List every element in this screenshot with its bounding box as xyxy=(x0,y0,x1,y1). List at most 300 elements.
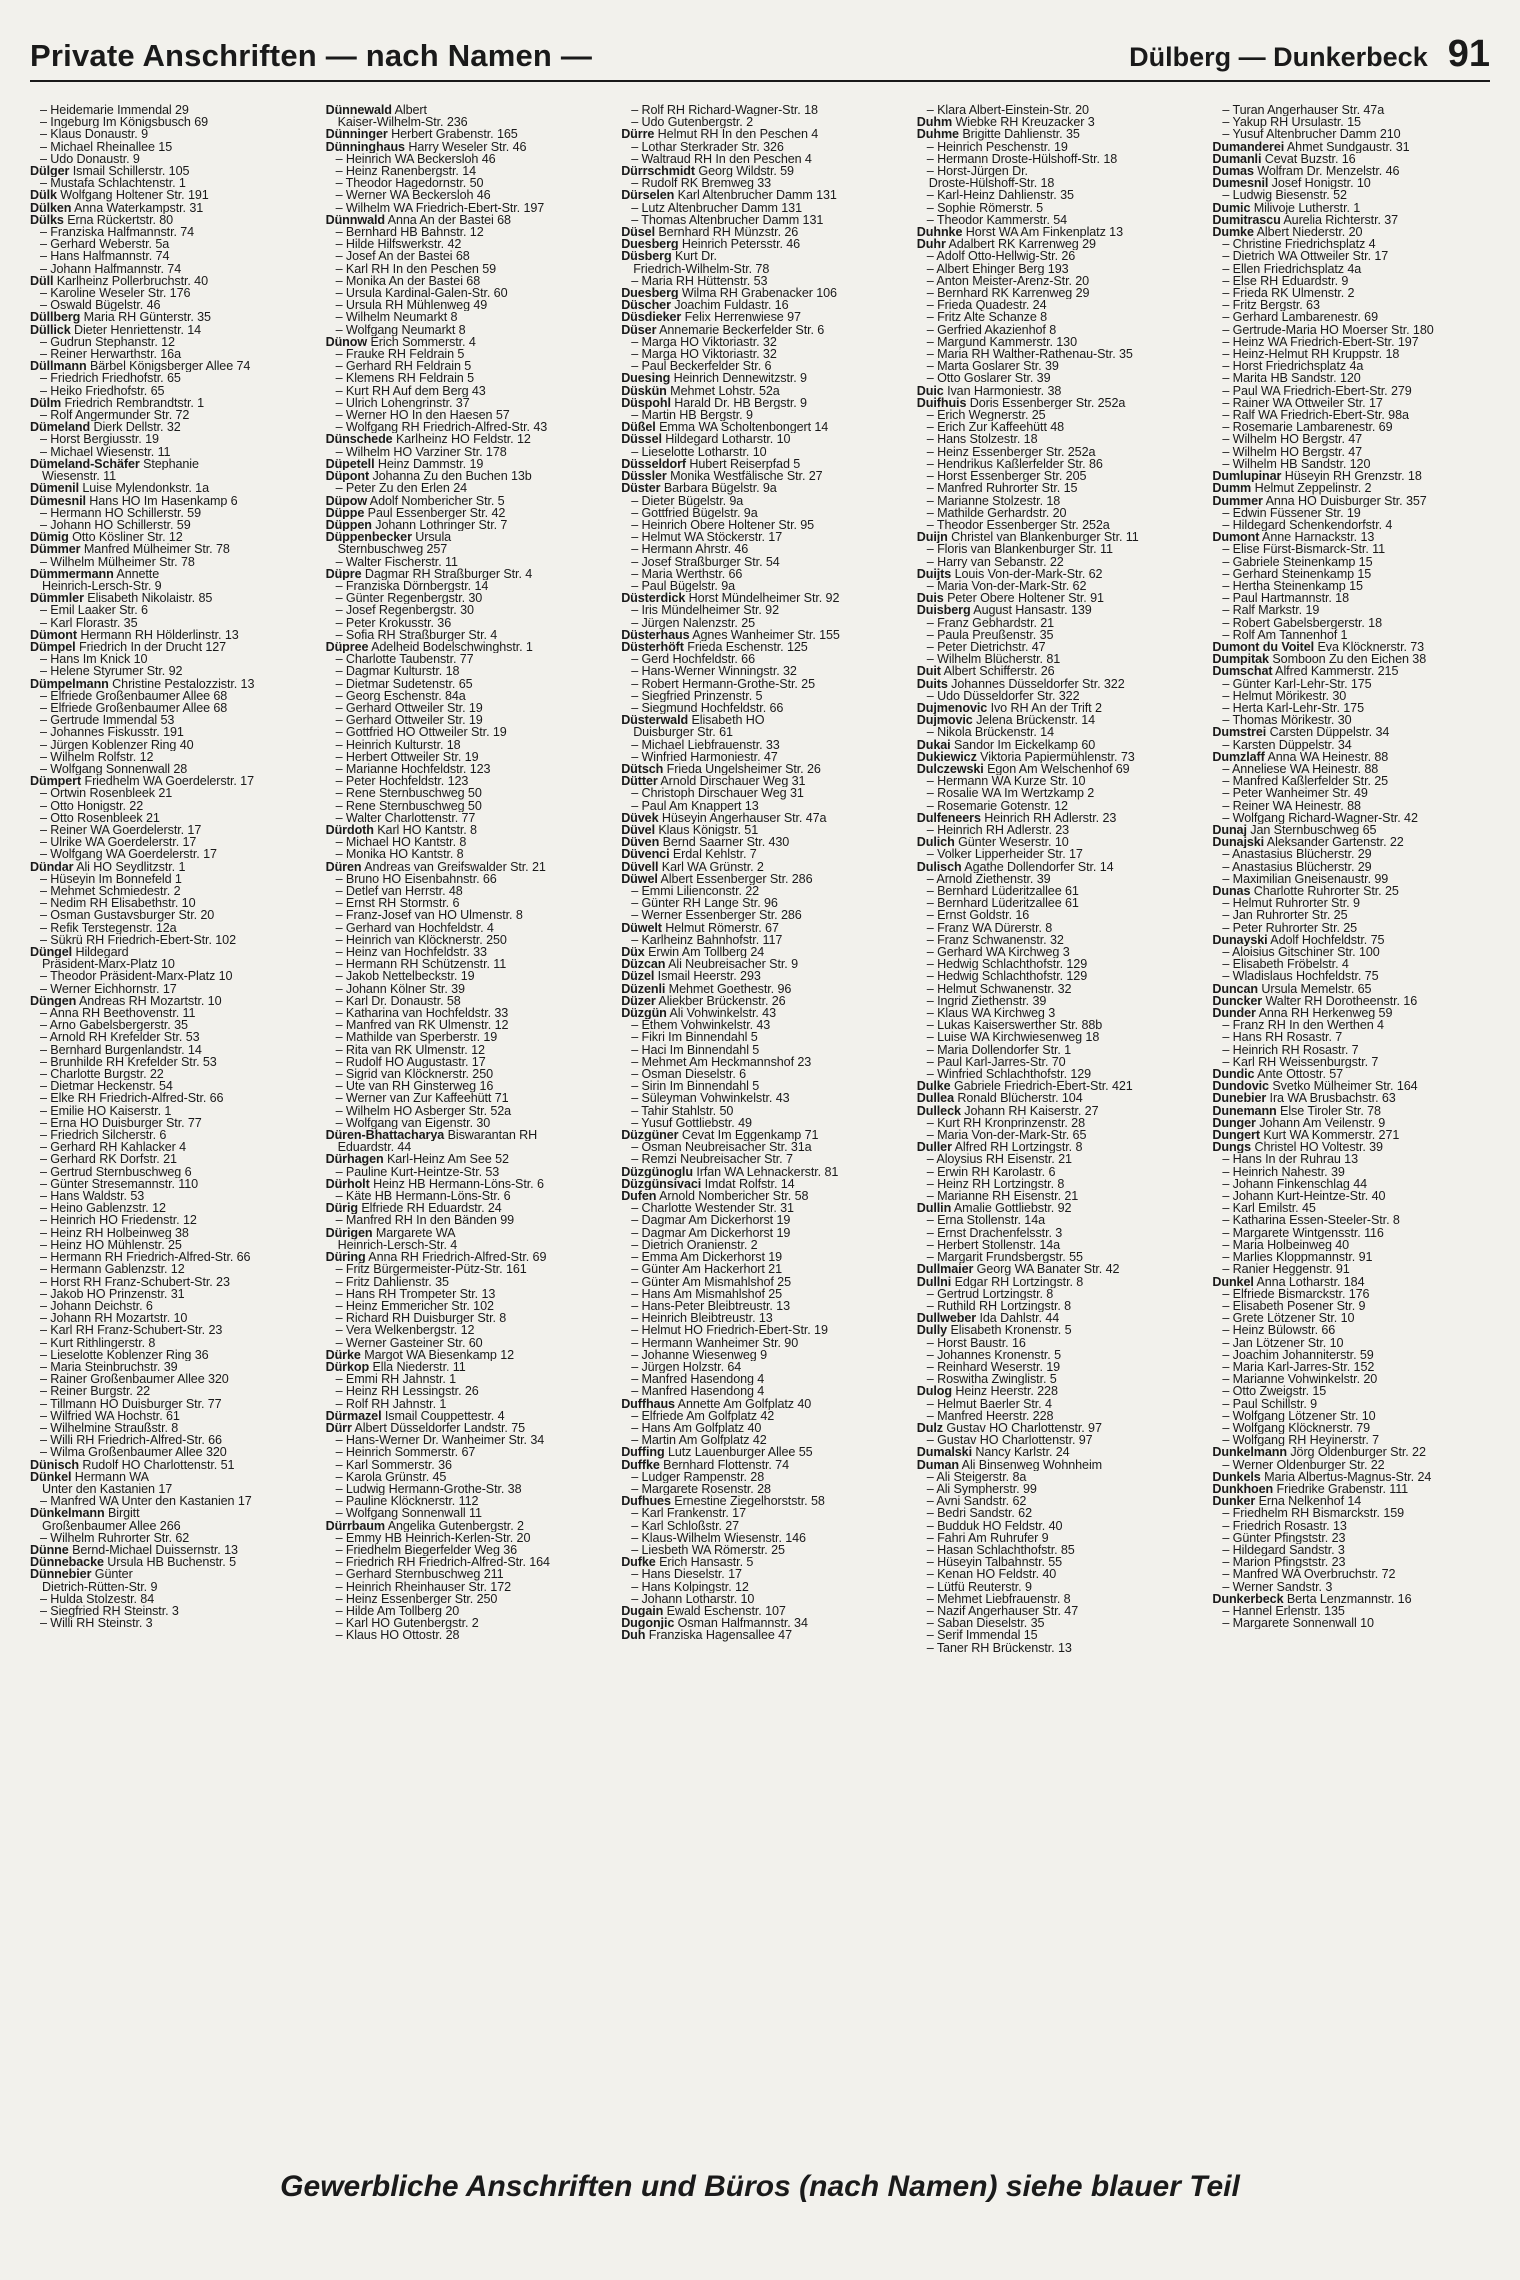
listing-subentry: – Karoline Weseler Str. 176 xyxy=(40,287,191,300)
listing-subentry: – Sükrü RH Friedrich-Ebert-Str. 102 xyxy=(40,933,236,947)
family-name: Dülm xyxy=(30,396,62,410)
family-name: Dunebier xyxy=(1212,1092,1267,1105)
family-name: Dümig xyxy=(30,531,69,544)
listing-entry xyxy=(917,1385,1201,1397)
family-name: Düzel xyxy=(621,970,655,983)
listing-subentry: – Rosemarie Gotenstr. 12 xyxy=(926,799,1068,812)
column-2 xyxy=(326,104,610,2144)
listing-entry xyxy=(917,1324,1201,1336)
family-name: Dunker xyxy=(1212,1495,1256,1508)
listing-subentry: – Hans Stolzestr. 18 xyxy=(926,433,1038,446)
entry-details: Cevat Buzstr. 16 xyxy=(1261,152,1356,166)
listing-subentry: – Heinrich HO Friedenstr. 12 xyxy=(40,1214,197,1227)
listing-entry xyxy=(621,324,905,336)
listing-subentry: – Otto Rosenbleek 21 xyxy=(40,811,160,824)
listing-subentry: – Mehmet Am Heckmannshof 23 xyxy=(631,1055,812,1069)
entry-details: Viktoria Papiermühlenstr. 73 xyxy=(976,750,1135,763)
family-name: Düsseldorf xyxy=(621,457,686,471)
entry-details: İsmail Heerstr. 293 xyxy=(654,970,761,983)
entry-details: Biswarantan RH xyxy=(444,1129,538,1142)
listing-subentry: – Hulda Stolzestr. 84 xyxy=(40,1592,155,1605)
family-name: Dumitrascu xyxy=(1212,213,1281,227)
listing-subentry: – Lukas Kaiserswerther Str. 88b xyxy=(926,1019,1103,1032)
listing-subentry: – Maria Dollendorfer Str. 1 xyxy=(926,1043,1072,1056)
listing-entry xyxy=(326,1178,610,1190)
listing-subentry: – Emmy HB Heinrich-Kerlen-Str. 20 xyxy=(335,1531,531,1544)
listing-subentry: – Ralf Markstr. 19 xyxy=(1222,604,1320,617)
entry-details: Günter xyxy=(91,1568,133,1581)
entry-details: Wilma RH Grabenacker 106 xyxy=(678,287,837,300)
family-name: Düzenli xyxy=(621,982,666,995)
listing-subentry: – Theodor Essenberger Str. 252a xyxy=(926,518,1110,532)
listing-entry xyxy=(30,165,314,177)
family-name: Düllmann xyxy=(30,360,87,373)
entry-details: Berta Lenzmannstr. 16 xyxy=(1283,1592,1412,1605)
family-name: Dünninger xyxy=(325,128,388,141)
listing-entry xyxy=(326,519,610,531)
listing-subentry: – Mathilde Gerhardstr. 20 xyxy=(926,506,1067,519)
listing-entry xyxy=(621,1617,905,1629)
listing-subentry: – Günter Stresemannstr. 110 xyxy=(40,1177,199,1191)
listing-subentry: – Rainer WA Ottweiler Str. 17 xyxy=(1222,396,1383,410)
listing-subentry: – Helmut Baerler Str. 4 xyxy=(926,1397,1052,1410)
entry-details: Adolf Hochfeldstr. 75 xyxy=(1267,933,1385,947)
listing-subentry: – Roswitha Zwinglistr. 5 xyxy=(926,1373,1057,1386)
listing-subentry: – Frieda Quadestr. 24 xyxy=(926,299,1047,312)
listing-subentry: – Hasan Schlachthofstr. 85 xyxy=(926,1543,1075,1557)
listing-entry xyxy=(1212,214,1496,226)
listing-subentry: – Heinz Ranenbergstr. 14 xyxy=(335,165,477,178)
listing-subentry: – Erwin RH Karolastr. 6 xyxy=(926,1165,1056,1178)
listing-subentry: – Theodor Hagedornstr. 50 xyxy=(335,177,484,190)
listing-subentry: – Joachim Johanniterstr. 59 xyxy=(1222,1348,1374,1361)
family-name: Dukai xyxy=(916,738,951,751)
family-name: Dürig xyxy=(325,1202,358,1215)
listing-entry xyxy=(621,458,905,470)
family-name: Dujmenovic xyxy=(916,701,988,715)
listing-entry xyxy=(621,922,905,934)
entry-details: Bärbel Königsberger Allee 74 xyxy=(86,360,251,373)
listing-subentry: – Marga HO Viktoriastr. 32 xyxy=(631,335,777,349)
family-name: Dumstrei xyxy=(1212,726,1267,739)
family-name: Düsel xyxy=(621,226,655,239)
listing-subentry: – Fikri Im Binnendahl 5 xyxy=(631,1031,758,1044)
listing-subentry: – Wilhelm HO Bergstr. 47 xyxy=(1222,445,1363,458)
family-name: Dunger xyxy=(1212,1116,1256,1130)
listing-subentry: – Frauke RH Feldrain 5 xyxy=(335,348,465,361)
listing-subentry: – Peter Hochfeldstr. 123 xyxy=(335,775,469,788)
listing-subentry: – Günter Regenbergstr. 30 xyxy=(335,592,483,605)
listing-subentry: – Heinrich Obere Holtener Str. 95 xyxy=(631,518,815,532)
listing-subentry: – Johann Finkenschlag 44 xyxy=(1222,1177,1368,1191)
listing-continuation: Wiesenstr. 11 xyxy=(42,470,117,483)
listing-subentry: – Dietrich WA Ottweiler Str. 17 xyxy=(1222,250,1389,263)
listing-subentry: – Werner Essenberger Str. 286 xyxy=(631,909,802,922)
entry-details: Hans HO Im Hasenkamp 6 xyxy=(85,494,238,507)
listing-subentry: – Hertha Steinenkamp 15 xyxy=(1222,579,1363,593)
listing-entry xyxy=(326,128,610,140)
listing-entry xyxy=(621,433,905,445)
listing-entry xyxy=(326,433,610,445)
listing-entry xyxy=(30,995,314,1007)
listing-entry xyxy=(1212,653,1496,665)
family-name: Duncan xyxy=(1212,982,1258,995)
family-name: Düpont xyxy=(325,470,370,483)
listing-entry xyxy=(1212,153,1496,165)
listing-subentry: – Hans Am Mismahlshof 25 xyxy=(631,1287,783,1300)
listing-subentry: – Theodor Präsident-Marx-Platz 10 xyxy=(40,970,233,983)
listing-subentry: – Heiko Friedhofstr. 65 xyxy=(40,384,165,397)
listing-entry xyxy=(917,1202,1201,1214)
listing-subentry: – Manfred WA Unter den Kastanien 17 xyxy=(40,1495,252,1508)
entry-details: Adalbert RK Karrenweg 29 xyxy=(945,238,1096,251)
family-name: Dumas xyxy=(1212,165,1254,178)
listing-subentry: – Paul Bügelstr. 9a xyxy=(631,579,736,593)
entry-details: Ronald Blücherstr. 104 xyxy=(953,1092,1083,1105)
listing-subentry: – Dietmar Heckenstr. 54 xyxy=(40,1080,173,1093)
entry-details: Heinrich Petersstr. 46 xyxy=(678,238,801,251)
listing-entry xyxy=(917,714,1201,726)
entry-details: Friedrike Grabenstr. 111 xyxy=(1273,1482,1409,1496)
listing-entry xyxy=(917,1446,1201,1458)
listing-subentry: – Dieter Bügelstr. 9a xyxy=(631,494,744,507)
entry-details: Adolf Nombericher Str. 5 xyxy=(367,494,505,507)
listing-subentry: – Ellen Friedrichsplatz 4a xyxy=(1222,262,1362,275)
family-name: Dulke xyxy=(916,1080,951,1093)
listing-subentry: – Werner Gasteiner Str. 60 xyxy=(335,1336,483,1349)
listing-entry xyxy=(30,482,314,494)
family-name: Dümpelmann xyxy=(30,677,109,690)
listing-subentry: – Ranier Heggenstr. 91 xyxy=(1222,1263,1350,1276)
listing-subentry: – Monika HO Kantstr. 8 xyxy=(335,848,464,861)
listing-subentry: – Heinz RH Holbeinweg 38 xyxy=(40,1226,189,1239)
listing-entry xyxy=(1212,641,1496,653)
listing-entry xyxy=(621,250,905,262)
listing-subentry: – Hans RH Trompeter Str. 13 xyxy=(335,1287,496,1300)
listing-entry xyxy=(917,1459,1201,1471)
listing-entry xyxy=(917,678,1201,690)
listing-entry xyxy=(917,1080,1201,1092)
family-name: Dülken xyxy=(30,201,72,214)
family-name: Dumlupinar xyxy=(1212,470,1282,483)
listing-subentry: – Heinz-Helmut RH Kruppstr. 18 xyxy=(1222,348,1400,361)
entry-details: Ahmet Sundgaustr. 31 xyxy=(1284,140,1410,153)
listing-entry xyxy=(917,1105,1201,1117)
listing-entry xyxy=(30,275,314,287)
family-name: Dürkop xyxy=(325,1360,370,1374)
entry-details: Sandor Im Eickelkamp 60 xyxy=(950,738,1096,751)
family-name: Dunkhoen xyxy=(1212,1482,1274,1496)
listing-subentry: – Gerd Hochfeldstr. 66 xyxy=(631,653,755,666)
listing-entry xyxy=(1212,226,1496,238)
listing-subentry: – Gerhard Steinenkamp 15 xyxy=(1222,567,1372,580)
listing-continuation: Eduardstr. 44 xyxy=(337,1141,412,1154)
listing-subentry: – Tillmann HO Duisburger Str. 77 xyxy=(40,1397,222,1410)
entry-details: Rudolf HO Charlottenstr. 51 xyxy=(78,1458,235,1471)
listing-entry xyxy=(917,836,1201,848)
entry-details: Else Tiroler Str. 78 xyxy=(1276,1104,1381,1117)
family-name: Duncker xyxy=(1212,994,1263,1008)
listing-subentry: – Karola Grünstr. 45 xyxy=(335,1470,447,1483)
family-name: Dürre xyxy=(621,128,655,141)
listing-entry xyxy=(621,1556,905,1568)
listing-entry xyxy=(1212,495,1496,507)
listing-entry xyxy=(917,702,1201,714)
family-name: Dummer xyxy=(1212,494,1263,507)
entry-details: Barbara Bügelstr. 9a xyxy=(660,482,777,495)
listing-entry xyxy=(1212,1471,1496,1483)
listing-entry xyxy=(1212,824,1496,836)
listing-subentry: – Klaus-Wilhelm Wiesenstr. 146 xyxy=(631,1531,806,1544)
listing-subentry: – Jan Lötzener Str. 10 xyxy=(1222,1336,1344,1349)
family-name: Düzgünoglu xyxy=(621,1165,693,1178)
listing-subentry: – Johannes Kronenstr. 5 xyxy=(926,1348,1062,1361)
listing-subentry: – Osman Gustavsburger Str. 20 xyxy=(40,909,215,922)
entry-details: Dierk Dellstr. 32 xyxy=(90,421,181,434)
listing-entry xyxy=(30,1544,314,1556)
section-title: Private Anschriften — nach Namen — xyxy=(30,38,593,73)
listing-subentry: – Brunhilde RH Krefelder Str. 53 xyxy=(40,1055,217,1069)
listing-subentry: – Erich Zur Kaffeehütt 48 xyxy=(926,421,1065,434)
entry-details: Erich Sommerstr. 4 xyxy=(367,335,476,349)
listing-subentry: – Bernhard Lüderitzallee 61 xyxy=(926,897,1079,910)
family-name: Duit xyxy=(916,665,941,678)
listing-subentry: – Richard RH Duisburger Str. 8 xyxy=(335,1312,507,1325)
listing-subentry: – Volker Lipperheider Str. 17 xyxy=(926,848,1083,861)
family-name: Duhm xyxy=(916,116,953,129)
listing-entry xyxy=(30,360,314,372)
listing-subentry: – Hannel Erlenstr. 135 xyxy=(1222,1604,1345,1618)
listing-subentry: – Udo Düsseldorfer Str. 322 xyxy=(926,689,1080,702)
listing-subentry: – Heinz RH Lessingstr. 26 xyxy=(335,1385,479,1398)
family-name: Dunder xyxy=(1212,1007,1256,1020)
listing-subentry: – Luise WA Kirchwiesenweg 18 xyxy=(926,1031,1100,1044)
family-name: Duffke xyxy=(621,1458,660,1471)
listing-subentry: – Paul Karl-Jarres-Str. 70 xyxy=(926,1055,1066,1069)
listing-continuation: Heinrich-Lersch-Str. 4 xyxy=(337,1238,458,1252)
entry-details: Karlheinz Pollerbruchstr. 40 xyxy=(53,274,208,288)
listing-entry xyxy=(1212,202,1496,214)
listing-subentry: – Ulrich Lohengrinstr. 37 xyxy=(335,396,470,410)
family-name: Dunajski xyxy=(1212,836,1265,849)
family-name: Dumont du Voitel xyxy=(1212,640,1315,654)
listing-subentry: – Karl Florastr. 35 xyxy=(40,616,138,629)
entry-details: Wolfgang Holtener Str. 191 xyxy=(56,189,209,202)
listing-entry xyxy=(621,775,905,787)
family-name: Düsberg xyxy=(621,250,672,263)
listing-subentry: – Arnold RH Krefelder Str. 53 xyxy=(40,1031,200,1044)
listing-subentry: – Rosemarie Lambarenestr. 69 xyxy=(1222,421,1393,434)
entry-details: Bernd-Michael Duissernstr. 13 xyxy=(68,1543,238,1557)
entry-details: Anne Harnackstr. 13 xyxy=(1259,531,1375,544)
listing-entry xyxy=(621,1495,905,1507)
listing-subentry: – Helmut Ruhrorter Str. 9 xyxy=(1222,897,1360,910)
listing-subentry: – Ursula RH Mühlenweg 49 xyxy=(335,299,488,312)
listing-subentry: – Kenan HO Feldstr. 40 xyxy=(926,1568,1057,1581)
listing-entry xyxy=(326,641,610,653)
entry-details: Anna HO Duisburger Str. 357 xyxy=(1262,494,1427,507)
family-name: Dullin xyxy=(916,1202,952,1215)
listing-entry xyxy=(621,763,905,775)
family-name: Duffhaus xyxy=(621,1397,675,1410)
listing-subentry: – Heinrich RH Adlerstr. 23 xyxy=(926,823,1070,837)
entry-details: Eva Klöcknerstr. 73 xyxy=(1314,640,1425,654)
listing-subentry: – Ursula Kardinal-Galen-Str. 60 xyxy=(335,287,508,300)
entry-details: Ismail Couppettestr. 4 xyxy=(381,1409,505,1422)
family-name: Dunkels xyxy=(1212,1470,1261,1483)
family-name: Dukiewicz xyxy=(916,750,977,763)
listing-subentry: – Fahri Am Ruhrufer 9 xyxy=(926,1531,1049,1544)
entry-details: Edgar RH Lortzingstr. 8 xyxy=(951,1275,1084,1288)
entry-details: Emma WA Scholtenbongert 14 xyxy=(655,421,829,434)
entry-details: Charlotte Ruhrorter Str. 25 xyxy=(1250,885,1399,898)
listing-subentry: – Mehmet Liebfrauenstr. 8 xyxy=(926,1592,1071,1605)
family-name: Dülk xyxy=(30,189,57,202)
family-name: Dullmaier xyxy=(916,1263,974,1276)
listing-subentry: – Hermann RH Schützenstr. 11 xyxy=(335,958,507,971)
family-name: Düpree xyxy=(325,640,369,654)
listing-subentry: – Herbert Ottweiler Str. 19 xyxy=(335,750,479,763)
listing-entry xyxy=(621,1178,905,1190)
family-name: Düll xyxy=(30,274,54,288)
listing-subentry: – Peter Ruhrorter Str. 25 xyxy=(1222,921,1358,934)
listing-subentry: – Horst Bergiusstr. 19 xyxy=(40,433,159,446)
listing-subentry: – Heinrich WA Beckersloh 46 xyxy=(335,152,496,166)
listing-subentry: – Heinz Essenberger Str. 250 xyxy=(335,1592,498,1605)
listing-continuation: Präsident-Marx-Platz 10 xyxy=(42,958,175,971)
listing-entry xyxy=(621,995,905,1007)
listing-entry xyxy=(1212,482,1496,494)
listing-subentry: – Hermann RH Friedrich-Alfred-Str. 66 xyxy=(40,1251,251,1264)
family-name: Düsterhaus xyxy=(621,628,690,641)
listing-subentry: – Josef Regenbergstr. 30 xyxy=(335,604,474,617)
family-name: Düßel xyxy=(621,421,656,434)
entry-details: Ursula xyxy=(411,531,452,544)
listing-subentry: – Horst-Jürgen Dr. xyxy=(926,165,1028,178)
entry-details: Andreas van Greifswalder Str. 21 xyxy=(361,860,546,873)
listing-subentry: – Manfred RH In den Bänden 99 xyxy=(335,1214,515,1227)
listing-subentry: – Gottfried HO Ottweiler Str. 19 xyxy=(335,726,507,739)
listing-continuation: Großenbaumer Allee 266 xyxy=(42,1519,181,1532)
listing-subentry: – Heinz RH Lortzingstr. 8 xyxy=(926,1177,1065,1191)
listing-entry xyxy=(621,861,905,873)
listing-subentry: – Karl HO Gutenbergstr. 2 xyxy=(335,1617,479,1630)
family-name: Dunkerbeck xyxy=(1212,1592,1284,1605)
family-name: Dürke xyxy=(325,1348,361,1361)
listing-subentry: – Bruno HO Eisenbahnstr. 66 xyxy=(335,872,497,885)
listing-entry xyxy=(621,189,905,201)
family-name: Düssel xyxy=(621,433,662,446)
listing-subentry: – Wolfgang Sonnenwall 28 xyxy=(40,762,188,776)
entry-details: Andreas RH Mozartstr. 10 xyxy=(76,994,222,1008)
listing-subentry: – Jan Ruhrorter Str. 25 xyxy=(1222,909,1348,922)
listing-subentry: – Gerhard Weberstr. 5a xyxy=(40,238,170,251)
family-name: Düsterhöft xyxy=(621,640,684,654)
listing-continuation: Unter den Kastanien 17 xyxy=(42,1482,173,1496)
listing-subentry: – Hans Dieselstr. 17 xyxy=(631,1568,742,1581)
listing-subentry: – Dietmar Sudetenstr. 65 xyxy=(335,677,473,690)
entry-details: Harald Dr. HB Bergstr. 9 xyxy=(670,396,807,410)
family-name: Düvel xyxy=(621,823,655,837)
listing-subentry: – Heinrich Bleibtreustr. 13 xyxy=(631,1312,773,1325)
listing-subentry: – Nikola Brückenstr. 14 xyxy=(926,726,1054,739)
listing-entry xyxy=(621,238,905,250)
entry-details: Bernd Saarner Str. 430 xyxy=(659,836,790,849)
listing-subentry: – Gerhard WA Kirchweg 3 xyxy=(926,946,1070,959)
family-name: Dünne xyxy=(30,1543,69,1557)
listing-subentry: – Gerhard Ottweiler Str. 19 xyxy=(335,701,483,715)
listing-subentry: – Paul Am Knappert 13 xyxy=(631,799,759,812)
listing-subentry: – Karl RH In den Peschen 59 xyxy=(335,262,497,275)
listing-subentry: – Johann HO Schillerstr. 59 xyxy=(40,518,191,532)
listing-subentry: – Karl-Heinz Dahlienstr. 35 xyxy=(926,189,1074,202)
family-name: Düpre xyxy=(325,567,362,580)
listing-subentry: – Elfriede Großenbaumer Allee 68 xyxy=(40,701,228,715)
entry-details: Angelika Gutenbergstr. 2 xyxy=(384,1519,524,1532)
family-name: Dumic xyxy=(1212,201,1251,214)
header-right xyxy=(1129,33,1490,76)
family-name: Düscher xyxy=(621,299,671,312)
listing-subentry: – Johann Lotharstr. 10 xyxy=(631,1592,755,1605)
family-name: Duifhuis xyxy=(916,396,967,410)
listing-subentry: – Gerhard van Hochfeldstr. 4 xyxy=(335,921,494,934)
entry-details: Margarete WA xyxy=(372,1226,456,1239)
listing-subentry: – Saban Dieselstr. 35 xyxy=(926,1617,1045,1630)
family-name: Dulz xyxy=(916,1421,943,1435)
family-name: Düllberg xyxy=(30,311,81,324)
listing-subentry: – Rolf RH Jahnstr. 1 xyxy=(335,1397,447,1410)
entry-details: Albert Essenberger Str. 286 xyxy=(657,872,813,885)
listing-entry xyxy=(30,397,314,409)
entry-details: Margot WA Biesenkamp 12 xyxy=(360,1348,515,1361)
listing-entry xyxy=(1212,726,1496,738)
listing-subentry: – Herta Karl-Lehr-Str. 175 xyxy=(1222,701,1364,715)
family-name: Düzgüner xyxy=(621,1129,679,1142)
family-name: Duic xyxy=(916,384,944,397)
listing-subentry: – Franziska Halfmannstr. 74 xyxy=(40,226,195,239)
entry-details: Dieter Henriettenstr. 14 xyxy=(70,323,202,336)
family-name: Düzcan xyxy=(621,958,666,971)
family-name: Dünisch xyxy=(30,1458,79,1471)
family-name: Dumzlaff xyxy=(1212,750,1265,763)
listing-subentry: – Oswald Bügelstr. 46 xyxy=(40,299,161,312)
listing-entry xyxy=(621,421,905,433)
listing-subentry: – Gerfried Akazienhof 8 xyxy=(926,323,1057,336)
entry-details: Johannes Düsseldorfer Str. 322 xyxy=(947,677,1125,690)
listing-subentry: – Mathilde van Sperberstr. 19 xyxy=(335,1031,498,1044)
listing-entry xyxy=(917,385,1201,397)
entry-details: Heinrich Dennewitzstr. 9 xyxy=(670,372,807,385)
family-name: Dundic xyxy=(1212,1068,1255,1081)
entry-details: Ella Niederstr. 11 xyxy=(369,1360,466,1374)
family-name: Dulog xyxy=(916,1385,952,1398)
listing-subentry: – Maria Von-der-Mark-Str. 62 xyxy=(926,579,1087,593)
entry-details: Ewald Eschenstr. 107 xyxy=(663,1604,786,1618)
listing-subentry: – Monika An der Bastei 68 xyxy=(335,274,481,288)
listing-subentry: – Anneliese WA Heinestr. 88 xyxy=(1222,762,1379,776)
listing-subentry: – Gerhard Ottweiler Str. 19 xyxy=(335,714,483,727)
family-name: Dünninghaus xyxy=(325,140,405,153)
listing-entry xyxy=(326,507,610,519)
listing-subentry: – Johann Halfmannstr. 74 xyxy=(40,262,182,275)
listing-subentry: – Katharina Essen-Steeler-Str. 8 xyxy=(1222,1214,1400,1227)
listing-subentry: – Hans Halfmannstr. 74 xyxy=(40,250,170,263)
listing-subentry: – Rainer Großenbaumer Allee 320 xyxy=(40,1373,229,1386)
entry-details: Irfan WA Lehnackerstr. 81 xyxy=(692,1165,839,1178)
family-name: Duhme xyxy=(916,128,959,141)
family-name: Dumanli xyxy=(1212,152,1262,166)
listing-entry xyxy=(1212,177,1496,189)
